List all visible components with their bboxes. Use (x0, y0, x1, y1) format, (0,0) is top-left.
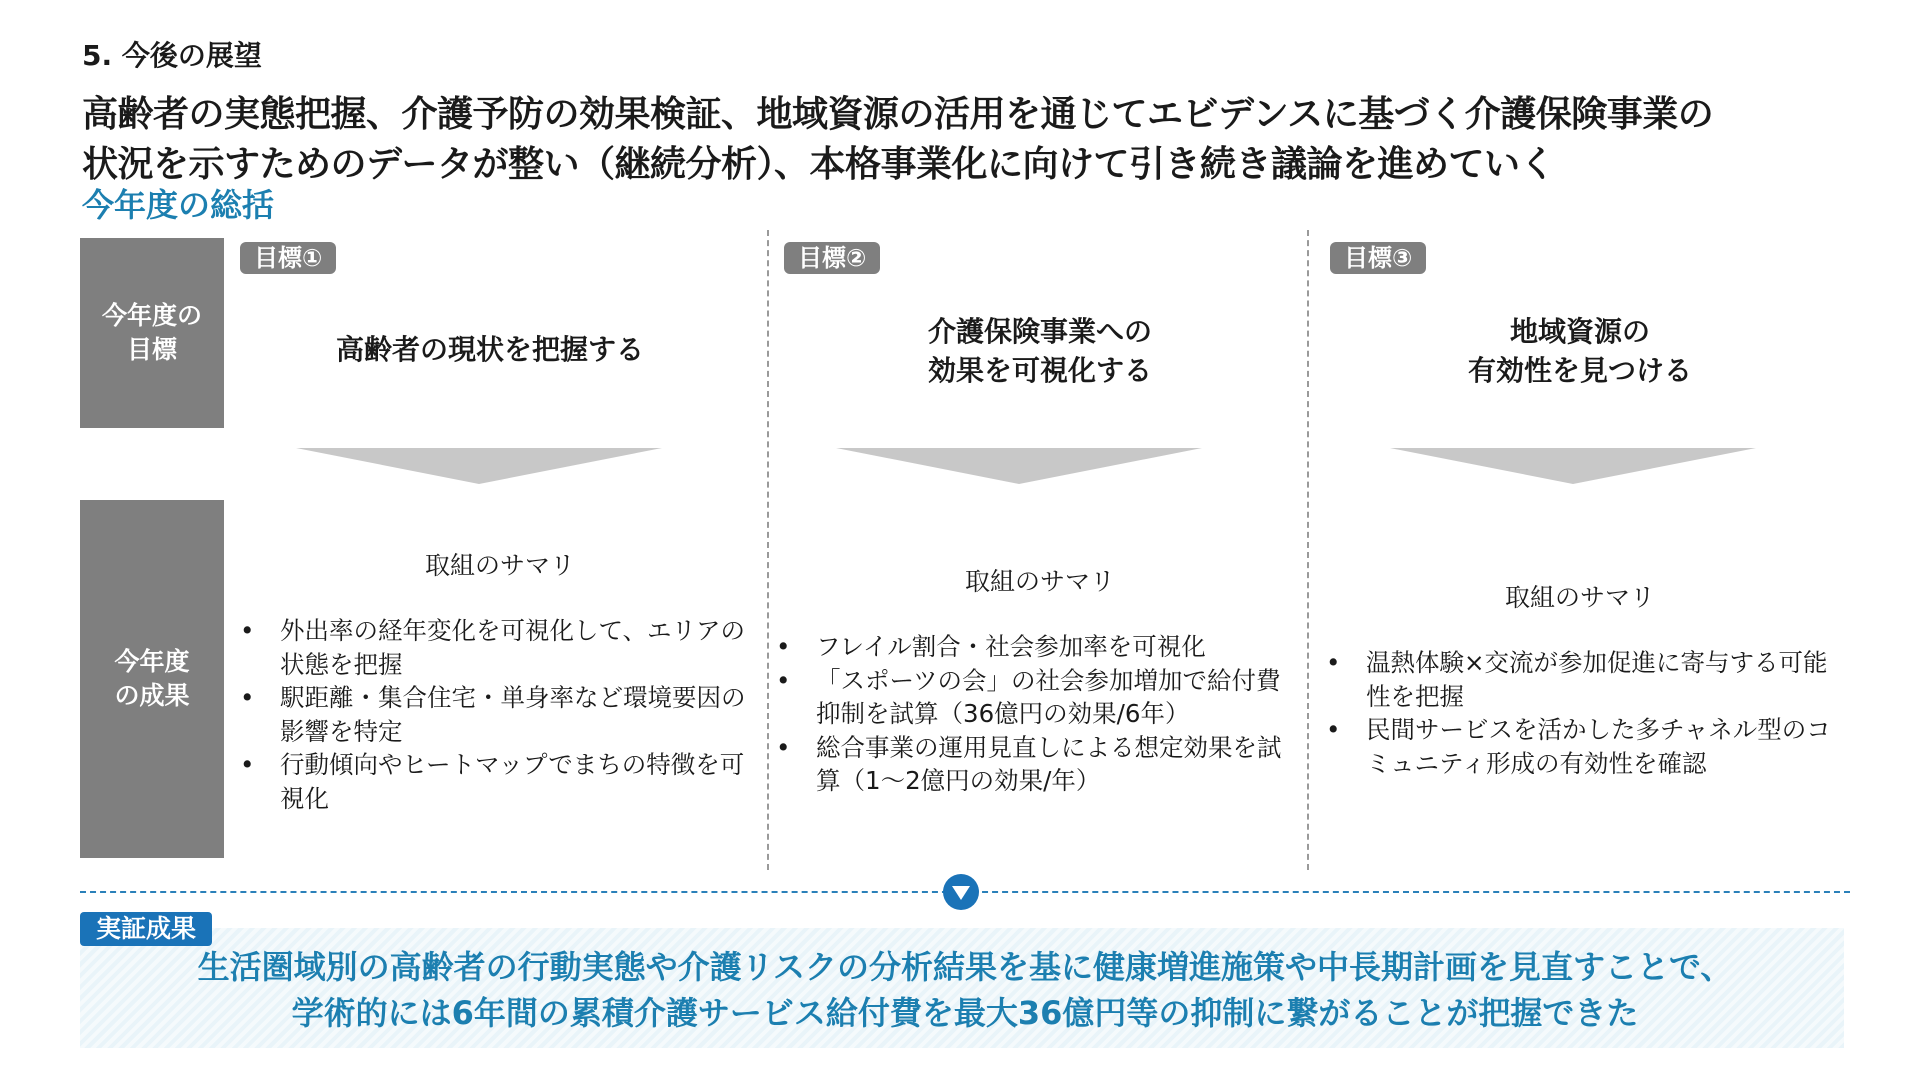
summary-title-3: 取組のサマリ (1504, 583, 1655, 612)
goal-tag-2: 目標② (784, 242, 880, 274)
row-label-result (80, 500, 224, 858)
goal-title-3: 地域資源の 有効性を見つける (1467, 315, 1692, 388)
summary-title-2: 取組のサマリ (964, 567, 1115, 596)
verified-result-line-1: 生活圏域別の高齢者の行動実態や介護リスクの分析結果を基に健康増進施策や中長期計画を見直すことで、 (197, 948, 1733, 986)
list-item: • 外出率の経年変化を可視化して、エリアの状態を把握 (236, 614, 766, 681)
list-item: • 「スポーツの会」の社会参加増加で給付費抑制を試算（36億円の効果/6年） (772, 664, 1297, 731)
goal-title-1: 高齢者の現状を把握する (335, 333, 644, 366)
chevron-down-icon (836, 448, 1202, 484)
row-label-goal (80, 238, 224, 428)
column-divider (767, 230, 769, 870)
summary-title-1: 取組のサマリ (424, 551, 575, 580)
bullet-list-3 (1322, 646, 1847, 780)
row-label-result-text: 今年度 の成果 (114, 647, 190, 710)
bullet-list-2 (772, 630, 1297, 798)
bullet-list-1 (236, 614, 766, 815)
goal-tag-1: 目標① (240, 242, 336, 274)
goal-tag-3: 目標③ (1330, 242, 1426, 274)
list-item: • 行動傾向やヒートマップでまちの特徴を可視化 (236, 748, 766, 815)
list-item: • 温熱体験×交流が参加促進に寄与する可能性を把握 (1322, 646, 1847, 713)
list-item: • 駅距離・集合住宅・単身率など環境要因の影響を特定 (236, 681, 766, 748)
summary-subtitle: 今年度の総括 (82, 186, 275, 224)
verified-result-line-2: 学術的には6年間の累積介護サービス給付費を最大36億円等の抑制に繋がることが把握できた (291, 994, 1639, 1032)
down-arrow-icon (942, 873, 980, 911)
column-divider (1307, 230, 1309, 870)
list-item: • 民間サービスを活かした多チャネル型のコミュニティ形成の有効性を確認 (1322, 713, 1847, 780)
chevron-down-icon (1390, 448, 1756, 484)
goal-title-2: 介護保険事業への 効果を可視化する (927, 315, 1152, 388)
list-item: • フレイル割合・社会参加率を可視化 (772, 630, 1297, 664)
section-label: 5. 今後の展望 (82, 39, 262, 72)
chevron-down-icon (296, 448, 662, 484)
row-label-goal-text: 今年度の 目標 (101, 301, 202, 364)
headline-line-2: 状況を示すためのデータが整い（継続分析）、本格事業化に向けて引き続き議論を進めていく (82, 144, 1556, 185)
list-item: • 総合事業の運用見直しによる想定効果を試算（1～2億円の効果/年） (772, 731, 1297, 798)
headline-line-1: 高齢者の実態把握、介護予防の効果検証、地域資源の活用を通じてエビデンスに基づく介護保険事業の (82, 94, 1714, 135)
verified-result-tag: 実証成果 (80, 912, 212, 946)
